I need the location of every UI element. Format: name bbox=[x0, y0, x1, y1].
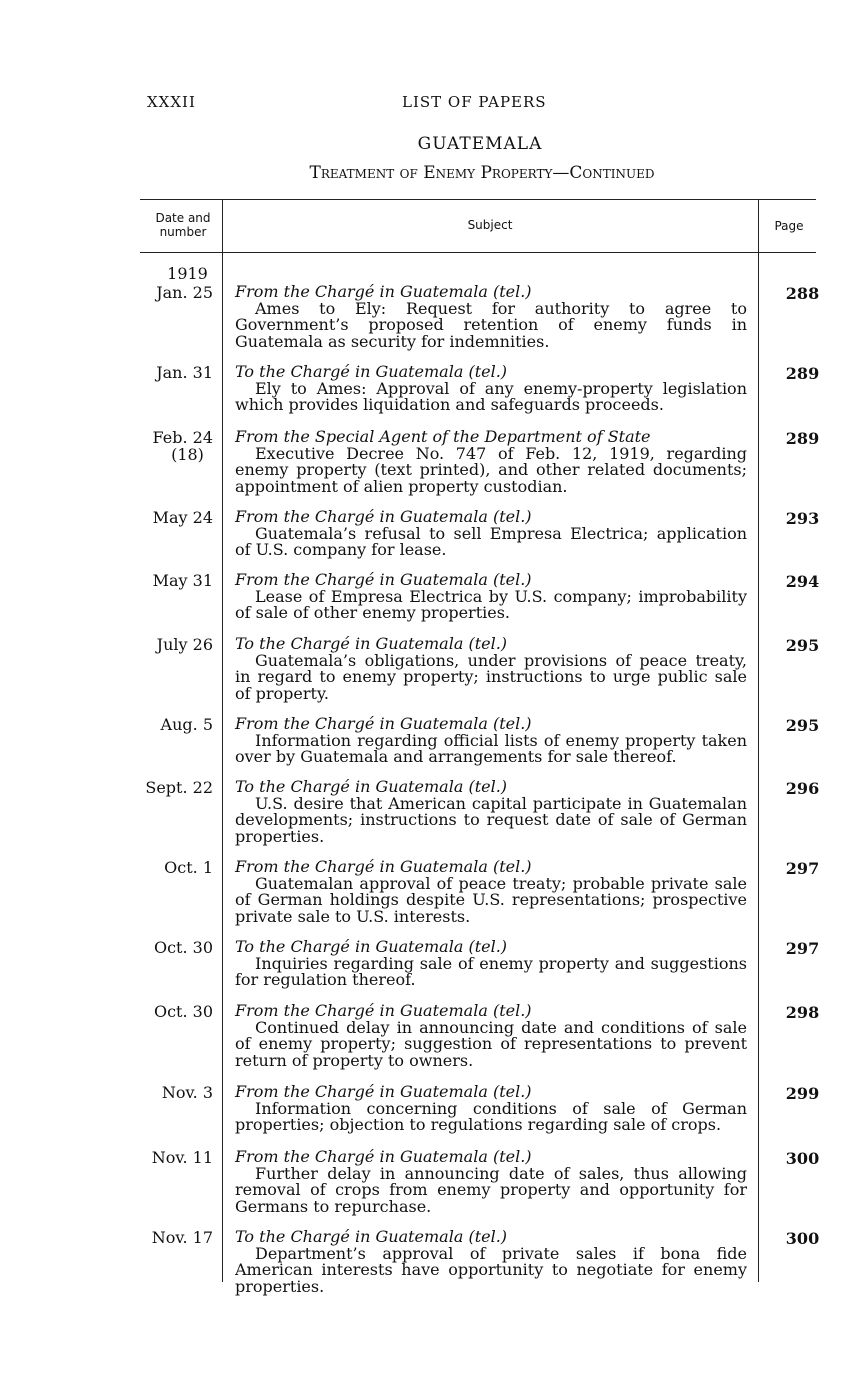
row-description: Executive Decree No. 747 of Feb. 12, 1919, regarding enemy property (text printed), and other related documents; appointment of alien property custodian. bbox=[235, 443, 747, 496]
row-date bbox=[140, 859, 213, 876]
row-description: Ely to Ames: Approval of any enemy-property legislation which provides liquidation and safeguards proceeds. bbox=[235, 378, 747, 415]
row-correspondent: From the Chargé in Guatemala (tel.) bbox=[235, 1082, 532, 1101]
row-date-text: Jan. 31 bbox=[156, 363, 213, 382]
column-header-page: Page bbox=[774, 219, 804, 233]
section-title: Treatment of Enemy Property—Continued bbox=[309, 163, 655, 183]
row-subject bbox=[235, 572, 747, 622]
row-description: Information regarding official lists of enemy property taken over by Guatemala and arrangements for sale thereof. bbox=[235, 730, 747, 767]
row-subject bbox=[235, 1084, 747, 1134]
row-date bbox=[140, 509, 213, 526]
row-description: Information concerning conditions of sale of German properties; objection to regulations regarding sale of crops. bbox=[235, 1098, 747, 1135]
row-date-text: July 26 bbox=[156, 635, 213, 654]
row-page: 295 bbox=[785, 716, 820, 735]
row-date bbox=[140, 364, 213, 381]
row-subject bbox=[235, 284, 747, 350]
row-correspondent: From the Chargé in Guatemala (tel.) bbox=[235, 1001, 532, 1020]
row-page: 300 bbox=[785, 1149, 820, 1168]
row-date bbox=[140, 636, 213, 653]
row-date bbox=[140, 429, 213, 463]
column-header-subject: Subject bbox=[467, 218, 513, 232]
row-correspondent: From the Chargé in Guatemala (tel.) bbox=[235, 507, 532, 526]
row-date bbox=[140, 779, 213, 796]
row-date bbox=[140, 1003, 213, 1020]
row-description: Continued delay in announcing date and conditions of sale of enemy property; suggestion of representations to prevent return of property to owners. bbox=[235, 1017, 747, 1070]
row-correspondent: To the Chargé in Guatemala (tel.) bbox=[235, 937, 508, 956]
row-correspondent: To the Chargé in Guatemala (tel.) bbox=[235, 634, 508, 653]
row-description: Guatemalan approval of peace treaty; probable private sale of German holdings despite U.S. representations; prospective private sale to U.S. interests. bbox=[235, 873, 747, 926]
year-label: 1919 bbox=[167, 264, 208, 283]
row-subject bbox=[235, 1229, 747, 1295]
row-date bbox=[140, 572, 213, 589]
row-page: 289 bbox=[785, 429, 820, 448]
column-divider-right bbox=[758, 199, 759, 1282]
header-bottom-rule bbox=[140, 252, 816, 253]
row-date-text: Oct. 30 bbox=[153, 938, 213, 957]
row-date-text: Nov. 3 bbox=[161, 1083, 213, 1102]
row-date-text: Oct. 1 bbox=[164, 858, 213, 877]
country-heading: GUATEMALA bbox=[417, 134, 543, 154]
row-subject bbox=[235, 509, 747, 559]
row-page: 294 bbox=[785, 572, 820, 591]
row-date-text: Aug. 5 bbox=[160, 715, 213, 734]
row-subject bbox=[235, 1149, 747, 1215]
row-subject bbox=[235, 1003, 747, 1069]
row-description: Department’s approval of private sales if bona fide American interests have opportunity to negotiate for enemy properties. bbox=[235, 1243, 747, 1296]
row-page: 297 bbox=[785, 939, 820, 958]
row-date-text: Feb. 24 bbox=[152, 428, 213, 447]
row-subject bbox=[235, 859, 747, 925]
row-date-text: May 31 bbox=[152, 571, 213, 590]
row-subject bbox=[235, 636, 747, 702]
row-date bbox=[140, 1229, 213, 1246]
row-page: 297 bbox=[785, 859, 820, 878]
row-subject bbox=[235, 364, 747, 414]
row-date-text: Nov. 17 bbox=[151, 1228, 213, 1247]
row-date bbox=[140, 716, 213, 733]
row-subject bbox=[235, 939, 747, 989]
row-description: Ames to Ely: Request for authority to agree to Government’s proposed retention of enemy funds in Guatemala as security for indemnities. bbox=[235, 298, 747, 351]
row-page: 298 bbox=[785, 1003, 820, 1022]
row-date-text: Nov. 11 bbox=[151, 1148, 213, 1167]
row-subject bbox=[235, 716, 747, 766]
row-subject bbox=[235, 779, 747, 845]
row-date bbox=[140, 1149, 213, 1166]
row-description: Guatemala’s refusal to sell Empresa Electrica; application of U.S. company for lease. bbox=[235, 523, 747, 560]
row-description: Lease of Empresa Electrica by U.S. company; improbability of sale of other enemy properties. bbox=[235, 586, 747, 623]
row-page: 288 bbox=[785, 284, 820, 303]
running-title: LIST OF PAPERS bbox=[402, 93, 547, 111]
row-correspondent: To the Chargé in Guatemala (tel.) bbox=[235, 1227, 508, 1246]
row-subject bbox=[235, 429, 747, 495]
row-page: 295 bbox=[785, 636, 820, 655]
row-description: U.S. desire that American capital participate in Guatemalan developments; instructions to request date of sale of German properties. bbox=[235, 793, 747, 846]
row-description: Further delay in announcing date of sales, thus allowing removal of crops from enemy property and opportunity for Germans to repurchase. bbox=[235, 1163, 747, 1216]
row-date-text: May 24 bbox=[152, 508, 213, 527]
row-correspondent: From the Special Agent of the Department of State bbox=[235, 427, 651, 446]
row-date bbox=[140, 284, 213, 301]
row-correspondent: From the Chargé in Guatemala (tel.) bbox=[235, 857, 532, 876]
row-date-text: Oct. 30 bbox=[153, 1002, 213, 1021]
column-header-date: Date and number bbox=[155, 211, 211, 239]
row-description: Guatemala’s obligations, under provisions of peace treaty, in regard to enemy property; instructions to urge public sale of property. bbox=[235, 650, 747, 703]
row-date bbox=[140, 939, 213, 956]
page-number: XXXII bbox=[147, 93, 196, 111]
row-page: 299 bbox=[785, 1084, 820, 1103]
row-correspondent: From the Chargé in Guatemala (tel.) bbox=[235, 1147, 532, 1166]
row-date-text: Jan. 25 bbox=[156, 283, 213, 302]
row-page: 289 bbox=[785, 364, 820, 383]
row-date bbox=[140, 1084, 213, 1101]
row-description: Inquiries regarding sale of enemy property and suggestions for regulation thereof. bbox=[235, 953, 747, 990]
row-page: 300 bbox=[785, 1229, 820, 1248]
row-date-text: Sept. 22 bbox=[145, 778, 213, 797]
row-correspondent: To the Chargé in Guatemala (tel.) bbox=[235, 777, 508, 796]
row-correspondent: To the Chargé in Guatemala (tel.) bbox=[235, 362, 508, 381]
table-top-rule bbox=[140, 199, 816, 200]
row-correspondent: From the Chargé in Guatemala (tel.) bbox=[235, 282, 532, 301]
row-page: 296 bbox=[785, 779, 820, 798]
row-number: (18) bbox=[171, 445, 204, 464]
column-divider-left bbox=[222, 199, 223, 1282]
row-page: 293 bbox=[785, 509, 820, 528]
row-correspondent: From the Chargé in Guatemala (tel.) bbox=[235, 714, 532, 733]
row-correspondent: From the Chargé in Guatemala (tel.) bbox=[235, 570, 532, 589]
